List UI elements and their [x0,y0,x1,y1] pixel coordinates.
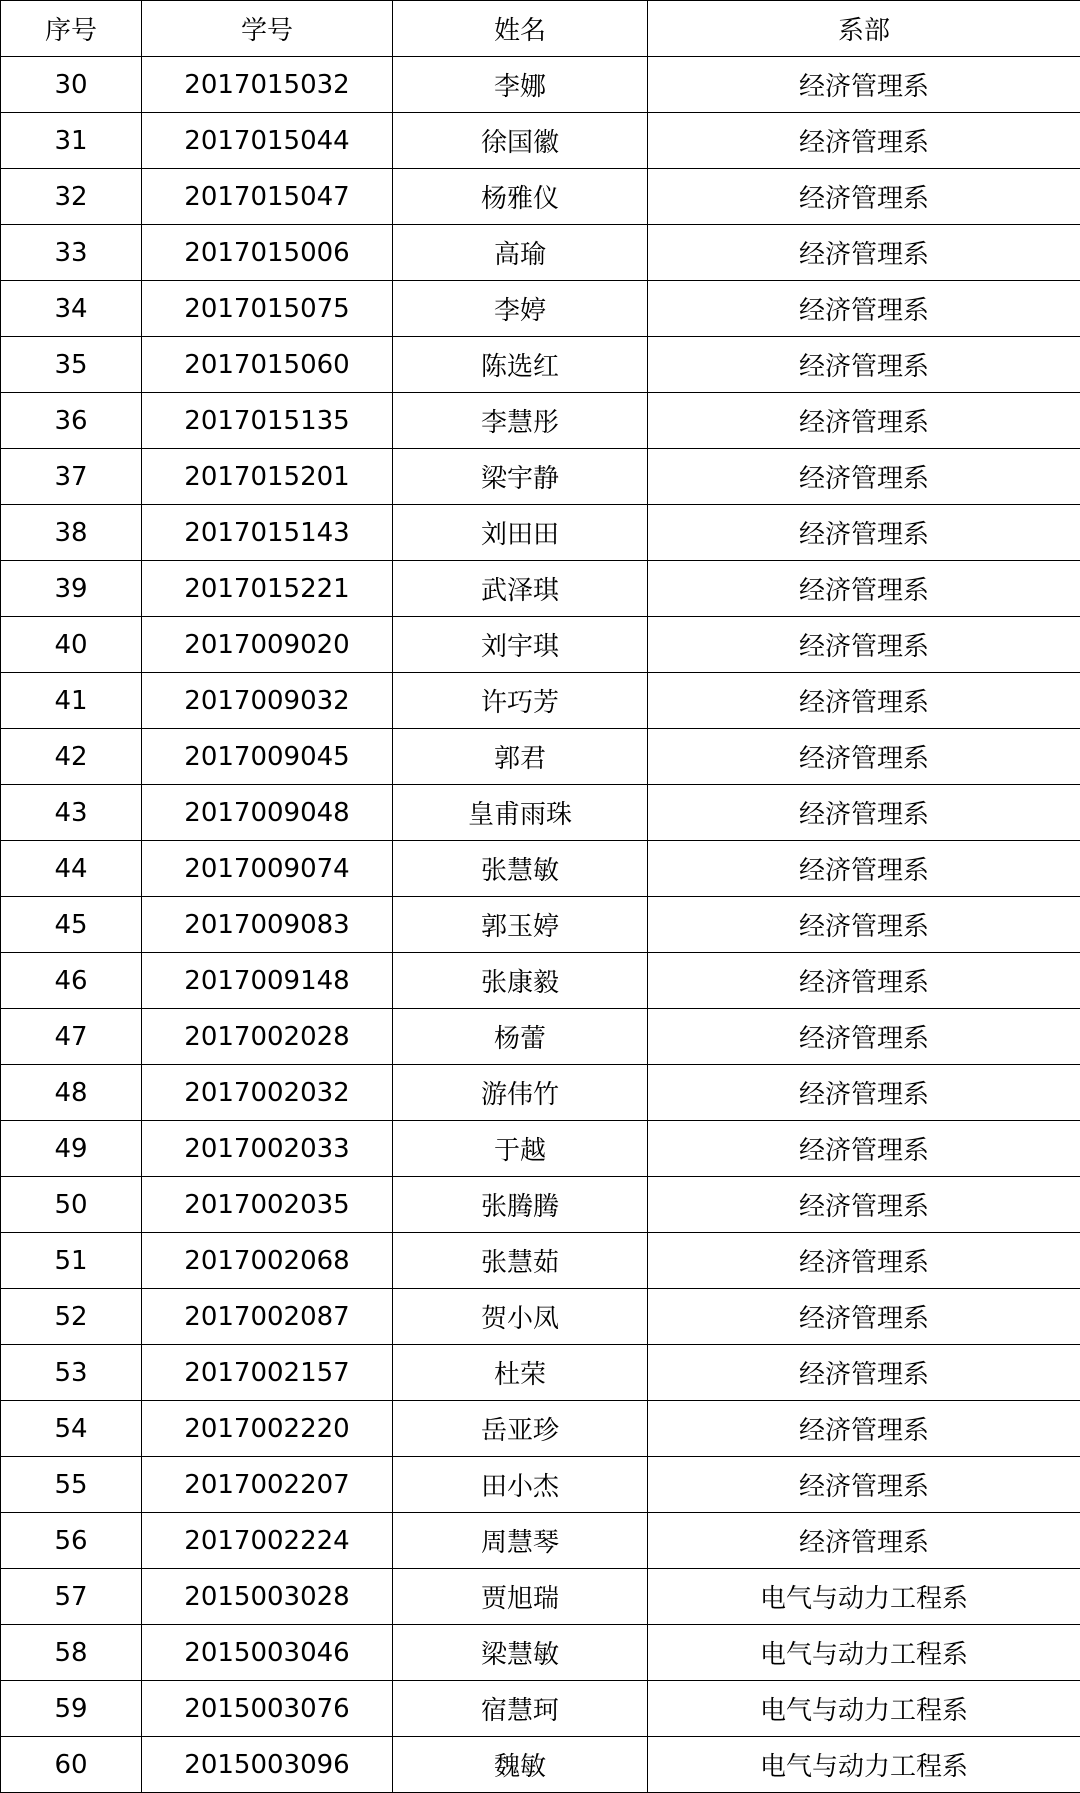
cell-department: 经济管理系 [648,1177,1080,1233]
table-row [1,393,1080,449]
cell-name: 贺小凤 [393,1289,648,1345]
cell-department: 电气与动力工程系 [648,1681,1080,1737]
cell-student-id: 2015003076 [142,1681,393,1737]
cell-seq: 40 [1,617,142,673]
table-row [1,617,1080,673]
cell-student-id: 2017015221 [142,561,393,617]
cell-seq: 48 [1,1065,142,1121]
cell-student-id: 2017002032 [142,1065,393,1121]
cell-seq: 56 [1,1513,142,1569]
cell-department: 经济管理系 [648,1121,1080,1177]
table-row [1,337,1080,393]
table-row [1,1457,1080,1513]
cell-student-id: 2015003046 [142,1625,393,1681]
cell-student-id: 2017015047 [142,169,393,225]
cell-department: 经济管理系 [648,113,1080,169]
table-row [1,225,1080,281]
cell-student-id: 2017015075 [142,281,393,337]
cell-name: 游伟竹 [393,1065,648,1121]
cell-name: 陈选红 [393,337,648,393]
table-row [1,561,1080,617]
table-row [1,1513,1080,1569]
cell-seq: 39 [1,561,142,617]
table-row [1,113,1080,169]
cell-seq: 36 [1,393,142,449]
cell-seq: 59 [1,1681,142,1737]
cell-name: 魏敏 [393,1737,648,1793]
cell-seq: 38 [1,505,142,561]
cell-student-id: 2017002035 [142,1177,393,1233]
table-header [1,1,1080,57]
cell-name: 田小杰 [393,1457,648,1513]
table-row [1,1177,1080,1233]
cell-name: 张康毅 [393,953,648,1009]
table-row [1,1681,1080,1737]
cell-department: 经济管理系 [648,1513,1080,1569]
cell-name: 梁宇静 [393,449,648,505]
cell-name: 张慧茹 [393,1233,648,1289]
cell-student-id: 2017009020 [142,617,393,673]
header-department: 系部 [648,1,1080,57]
cell-department: 经济管理系 [648,785,1080,841]
cell-seq: 41 [1,673,142,729]
cell-department: 经济管理系 [648,449,1080,505]
cell-seq: 57 [1,1569,142,1625]
cell-seq: 43 [1,785,142,841]
header-student-id: 学号 [142,1,393,57]
cell-department: 经济管理系 [648,729,1080,785]
cell-name: 徐国徽 [393,113,648,169]
cell-student-id: 2017009045 [142,729,393,785]
cell-seq: 54 [1,1401,142,1457]
table-row [1,1401,1080,1457]
cell-name: 杨蕾 [393,1009,648,1065]
cell-department: 经济管理系 [648,953,1080,1009]
cell-department: 经济管理系 [648,57,1080,113]
cell-name: 李婷 [393,281,648,337]
cell-name: 武泽琪 [393,561,648,617]
cell-seq: 46 [1,953,142,1009]
table-row [1,953,1080,1009]
cell-student-id: 2017015006 [142,225,393,281]
header-row [1,1,1080,57]
cell-name: 周慧琴 [393,1513,648,1569]
cell-name: 杨雅仪 [393,169,648,225]
table-row [1,1737,1080,1793]
cell-name: 张慧敏 [393,841,648,897]
cell-name: 宿慧珂 [393,1681,648,1737]
cell-seq: 49 [1,1121,142,1177]
cell-student-id: 2017015143 [142,505,393,561]
table-row [1,785,1080,841]
cell-student-id: 2015003096 [142,1737,393,1793]
table-row [1,1569,1080,1625]
cell-seq: 51 [1,1233,142,1289]
cell-name: 刘田田 [393,505,648,561]
cell-seq: 55 [1,1457,142,1513]
cell-student-id: 2017015060 [142,337,393,393]
cell-seq: 30 [1,57,142,113]
cell-department: 经济管理系 [648,841,1080,897]
cell-student-id: 2017015201 [142,449,393,505]
cell-name: 贾旭瑞 [393,1569,648,1625]
table-row [1,897,1080,953]
cell-student-id: 2017002157 [142,1345,393,1401]
table-row [1,673,1080,729]
cell-department: 电气与动力工程系 [648,1625,1080,1681]
cell-department: 经济管理系 [648,337,1080,393]
cell-seq: 50 [1,1177,142,1233]
cell-department: 经济管理系 [648,1345,1080,1401]
cell-name: 许巧芳 [393,673,648,729]
cell-seq: 33 [1,225,142,281]
cell-seq: 37 [1,449,142,505]
cell-name: 郭君 [393,729,648,785]
cell-department: 电气与动力工程系 [648,1569,1080,1625]
cell-name: 刘宇琪 [393,617,648,673]
cell-seq: 52 [1,1289,142,1345]
cell-department: 经济管理系 [648,673,1080,729]
table-body [1,57,1080,1793]
cell-department: 经济管理系 [648,1401,1080,1457]
cell-seq: 42 [1,729,142,785]
cell-name: 高瑜 [393,225,648,281]
cell-seq: 31 [1,113,142,169]
cell-name: 李娜 [393,57,648,113]
cell-name: 岳亚珍 [393,1401,648,1457]
cell-seq: 47 [1,1009,142,1065]
cell-department: 电气与动力工程系 [648,1737,1080,1793]
cell-department: 经济管理系 [648,1009,1080,1065]
cell-department: 经济管理系 [648,393,1080,449]
cell-student-id: 2017002068 [142,1233,393,1289]
cell-seq: 58 [1,1625,142,1681]
cell-name: 于越 [393,1121,648,1177]
cell-department: 经济管理系 [648,225,1080,281]
cell-name: 皇甫雨珠 [393,785,648,841]
table-row [1,1289,1080,1345]
cell-seq: 45 [1,897,142,953]
cell-department: 经济管理系 [648,617,1080,673]
cell-student-id: 2017002033 [142,1121,393,1177]
cell-name: 李慧彤 [393,393,648,449]
cell-student-id: 2017009032 [142,673,393,729]
cell-department: 经济管理系 [648,897,1080,953]
cell-student-id: 2017002224 [142,1513,393,1569]
cell-student-id: 2017002207 [142,1457,393,1513]
header-name: 姓名 [393,1,648,57]
cell-student-id: 2017009083 [142,897,393,953]
cell-student-id: 2017009048 [142,785,393,841]
table-row [1,505,1080,561]
cell-student-id: 2017002087 [142,1289,393,1345]
table-row [1,729,1080,785]
cell-name: 梁慧敏 [393,1625,648,1681]
cell-student-id: 2017009148 [142,953,393,1009]
table-row [1,1009,1080,1065]
table-row [1,1121,1080,1177]
cell-seq: 53 [1,1345,142,1401]
cell-seq: 44 [1,841,142,897]
cell-student-id: 2017015135 [142,393,393,449]
cell-name: 郭玉婷 [393,897,648,953]
cell-student-id: 2017002220 [142,1401,393,1457]
table-row [1,449,1080,505]
cell-department: 经济管理系 [648,1233,1080,1289]
table-row [1,281,1080,337]
cell-department: 经济管理系 [648,561,1080,617]
cell-student-id: 2017002028 [142,1009,393,1065]
table-row [1,841,1080,897]
table-row [1,169,1080,225]
cell-department: 经济管理系 [648,1289,1080,1345]
table-row [1,1233,1080,1289]
table-row [1,57,1080,113]
cell-seq: 32 [1,169,142,225]
cell-name: 杜荣 [393,1345,648,1401]
cell-student-id: 2017009074 [142,841,393,897]
cell-name: 张腾腾 [393,1177,648,1233]
cell-department: 经济管理系 [648,169,1080,225]
cell-student-id: 2015003028 [142,1569,393,1625]
header-seq: 序号 [1,1,142,57]
cell-department: 经济管理系 [648,505,1080,561]
cell-seq: 60 [1,1737,142,1793]
table-row [1,1065,1080,1121]
cell-department: 经济管理系 [648,1065,1080,1121]
cell-seq: 35 [1,337,142,393]
table-row [1,1345,1080,1401]
cell-student-id: 2017015032 [142,57,393,113]
cell-seq: 34 [1,281,142,337]
cell-department: 经济管理系 [648,281,1080,337]
cell-department: 经济管理系 [648,1457,1080,1513]
cell-student-id: 2017015044 [142,113,393,169]
table-row [1,1625,1080,1681]
